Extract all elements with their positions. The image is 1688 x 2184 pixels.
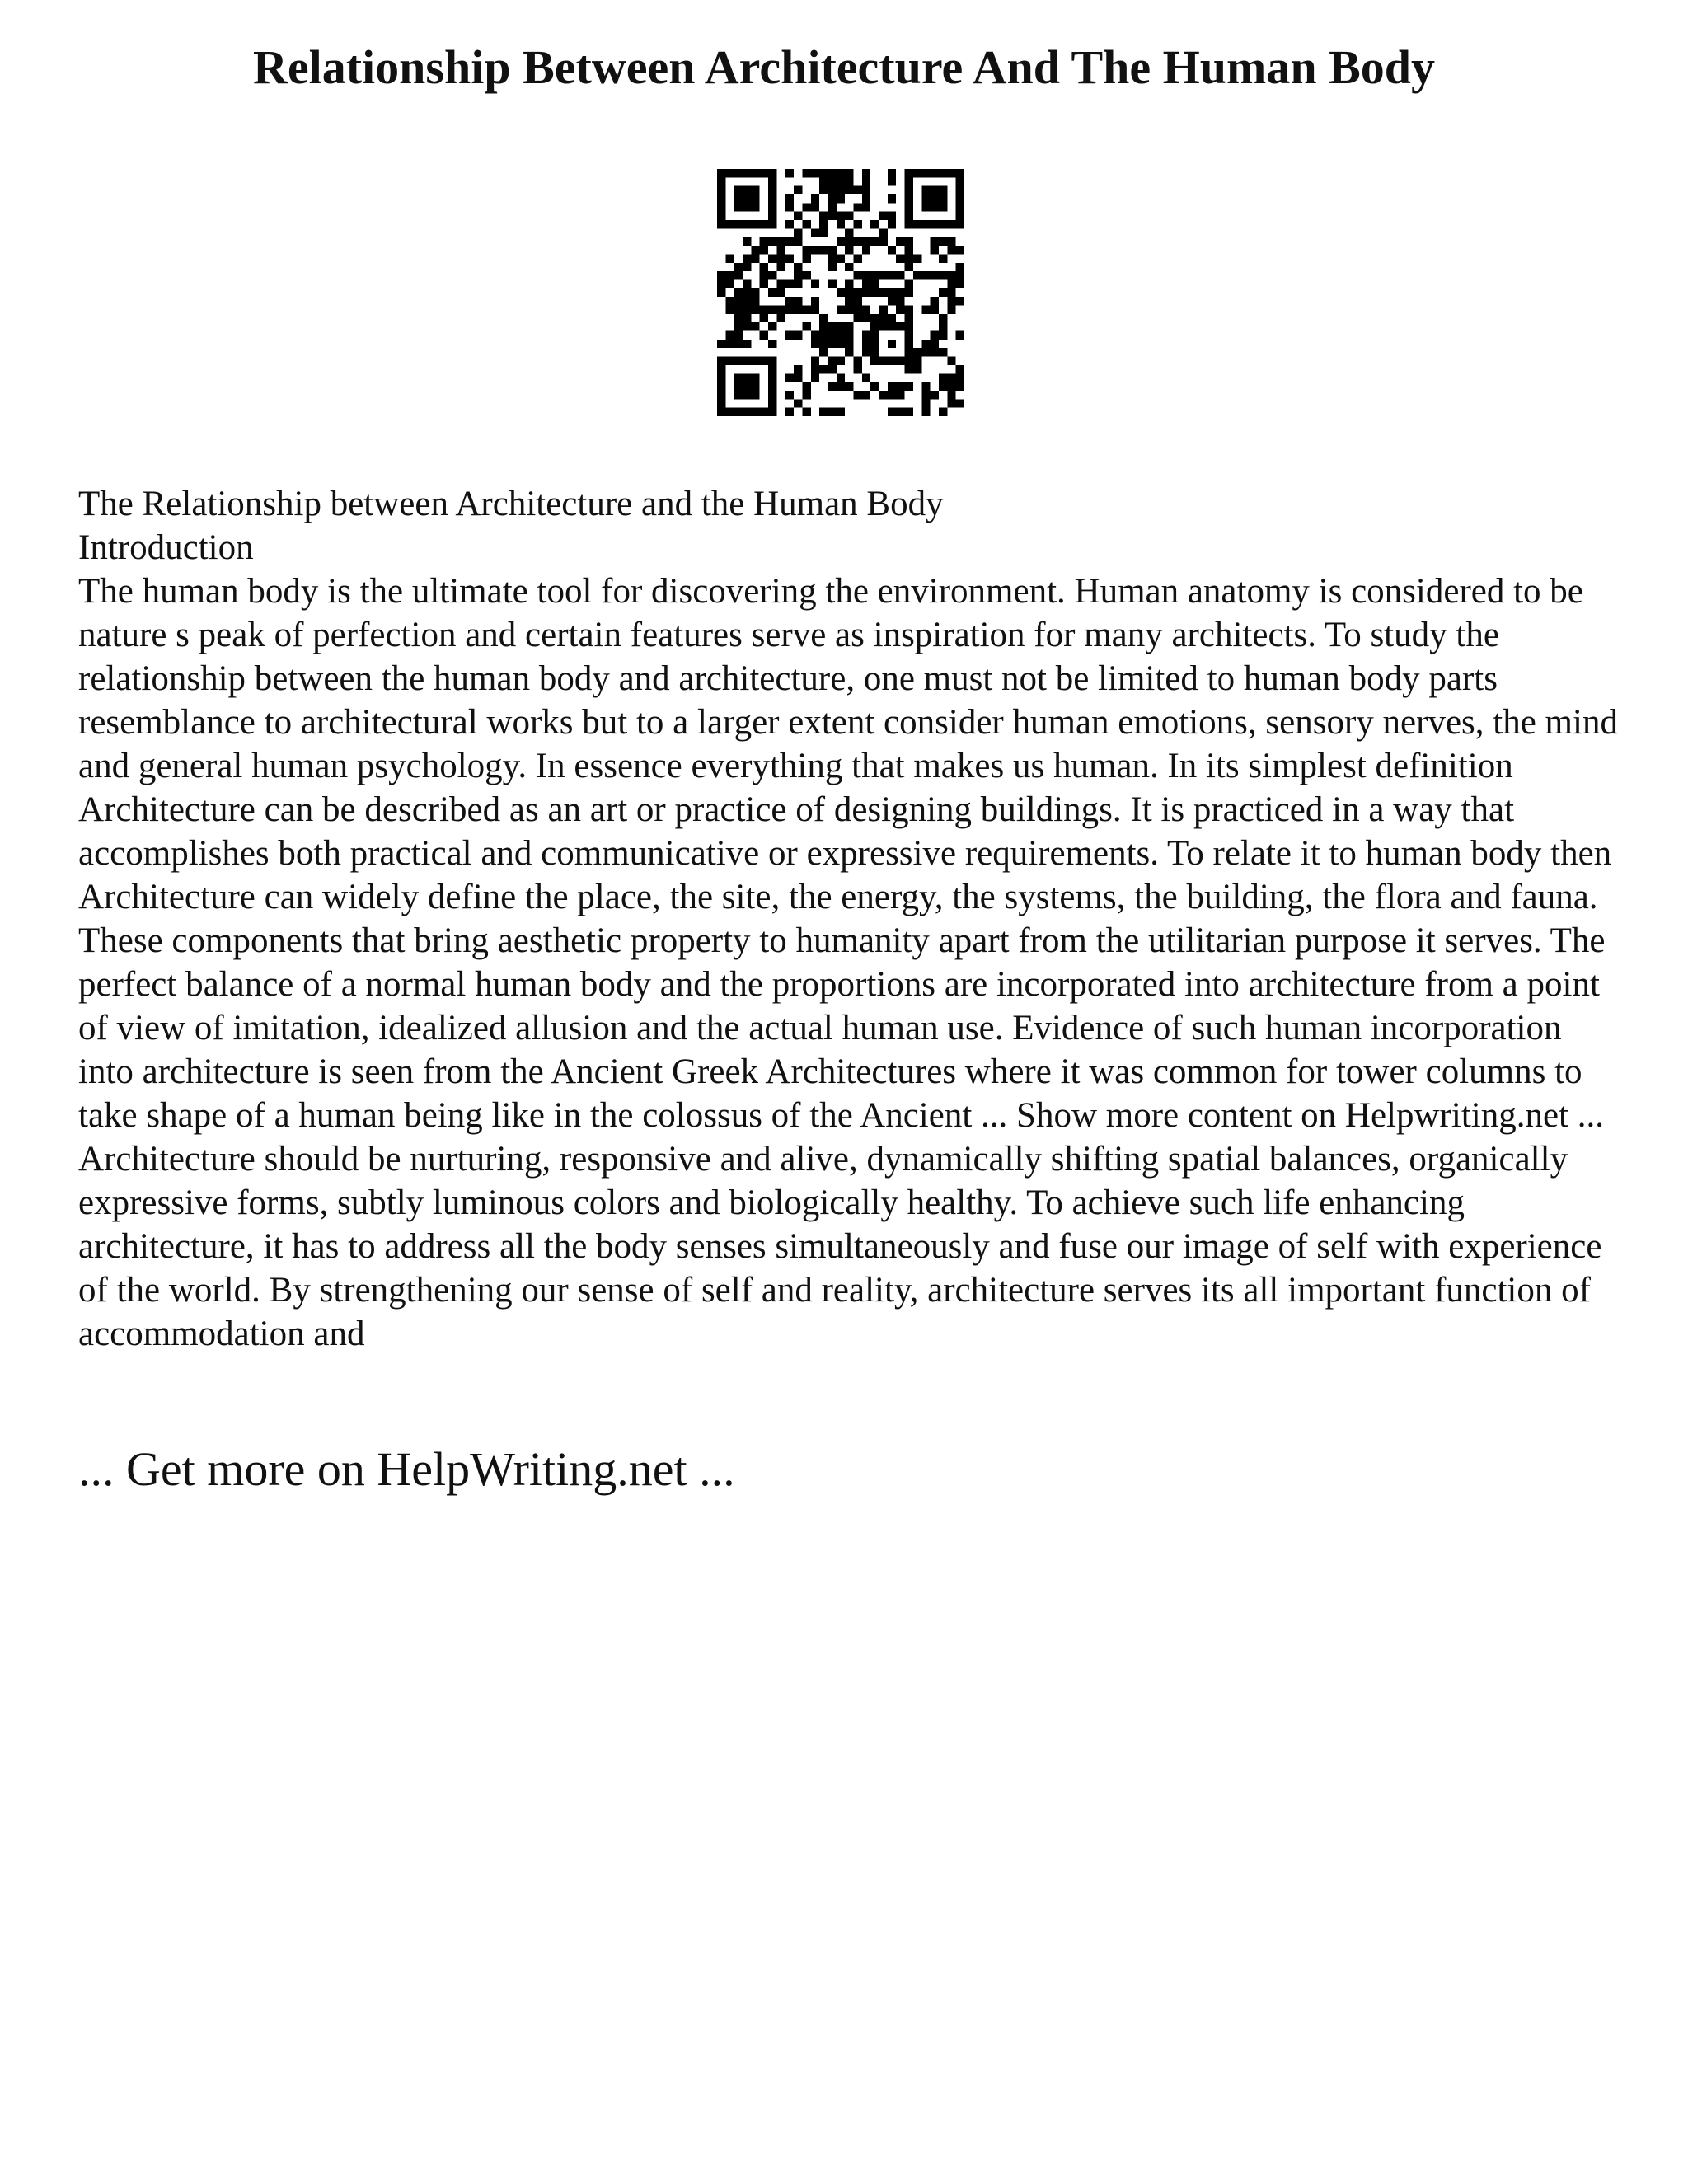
body-paragraph: Architecture should be nurturing, responsive and alive, dynamically shifting spatial balances, organically expressive forms, subtly luminous colors and biologically healthy. To achieve such life enhancing architecture, it has to address all the body senses simultaneously and fuse our image of self with experience of the world. By strengthening our sense of self and reality, architecture serves its all important function of accommodation and: [78, 1140, 1602, 1353]
document-title: Relationship Between Architecture And The Human Body: [252, 40, 1436, 94]
qr-code-icon: [717, 169, 964, 416]
body-paragraph: The human body is the ultimate tool for discovering the environment. Human anatomy is considered to be nature s peak of perfection and certain features serve as inspiration for many architects. To study the relationship between the human body and architecture, one must not be limited to human body parts resemblance to architectural works but to a larger extent consider human emotions, sensory nerves, the mind and general human psychology. In essence everything that makes us human. In its simplest definition Architecture can be described as an art or practice of designing buildings. It is practiced in a way that accomplishes both practical and communicative or expressive requirements. To relate it to human body then Architecture can widely define the place, the site, the energy, the systems, the building, the flora and fauna. These components that bring aesthetic property to humanity apart from the utilitarian purpose it serves. The perfect balance of a normal human body and the proportions are incorporated into architecture from a point of view of imitation, idealized allusion and the actual human use. Evidence of such human incorporation into architecture is seen from the Ancient Greek Architectures where it was common for tower columns to take shape of a human being like in the colossus of the Ancient ... Show more content on Helpwriting.net ...: [78, 572, 1618, 1135]
document-heading: The Relationship between Architecture and the Human Body: [78, 485, 944, 523]
section-heading: Introduction: [78, 528, 254, 567]
document-body: [78, 482, 1624, 1356]
get-more-link[interactable]: ... Get more on HelpWriting.net ...: [78, 1442, 735, 1496]
qr-code: [717, 169, 964, 416]
